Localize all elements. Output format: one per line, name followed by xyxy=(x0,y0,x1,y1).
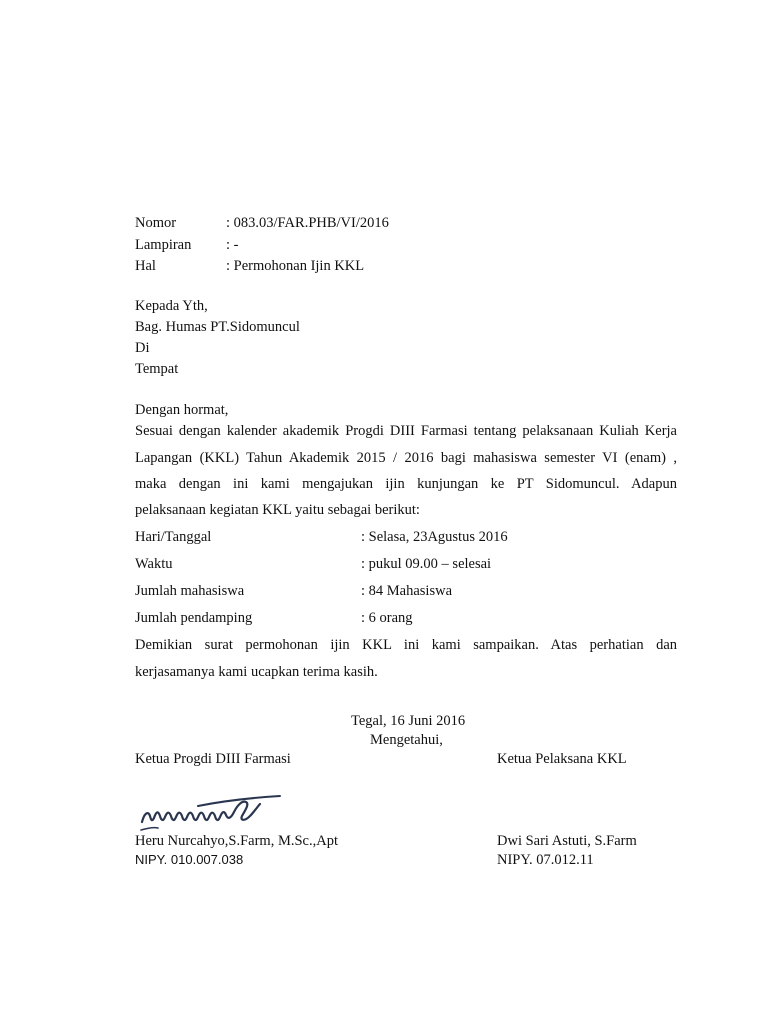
detail-label: Hari/Tanggal xyxy=(135,529,212,545)
left-signatory-id: NIPY. 010.007.038 xyxy=(135,852,244,867)
detail-label: Waktu xyxy=(135,556,173,572)
recipient-line: Bag. Humas PT.Sidomuncul xyxy=(135,319,300,335)
detail-value: : Selasa, 23Agustus 2016 xyxy=(361,529,508,545)
acknowledged-label: Mengetahui, xyxy=(370,732,443,748)
right-signatory-id: NIPY. 07.012.11 xyxy=(497,852,594,868)
greeting: Dengan hormat, xyxy=(135,402,229,418)
recipient-line: Kepada Yth, xyxy=(135,298,208,314)
hal-value: : Permohonan Ijin KKL xyxy=(226,258,365,274)
recipient-line: Di xyxy=(135,340,150,356)
detail-value: : 84 Mahasiswa xyxy=(361,583,453,599)
signature-icon xyxy=(138,792,288,839)
body-line: Lapangan (KKL) Tahun Akademik 2015 / 2016 bagi mahasiswa semester VI (enam) , xyxy=(135,450,677,466)
detail-label: Jumlah mahasiswa xyxy=(135,583,245,599)
closing-line: Demikian surat permohonan ijin KKL ini kami sampaikan. Atas perhatian dan xyxy=(135,637,677,653)
detail-value: : 6 orang xyxy=(361,610,413,626)
detail-label: Jumlah pendamping xyxy=(135,610,253,626)
body-line: Sesuai dengan kalender akademik Progdi DIII Farmasi tentang pelaksanaan Kuliah Kerja xyxy=(135,423,677,439)
body-line: pelaksanaan kegiatan KKL yaitu sebagai berikut: xyxy=(135,502,420,518)
closing-line: kerjasamanya kami ucapkan terima kasih. xyxy=(135,664,378,680)
lampiran-label: Lampiran xyxy=(135,237,192,253)
right-signatory-name: Dwi Sari Astuti, S.Farm xyxy=(497,833,637,849)
body-line: maka dengan ini kami mengajukan ijin kunjungan ke PT Sidomuncul. Adapun xyxy=(135,476,677,492)
right-signatory-title: Ketua Pelaksana KKL xyxy=(497,751,627,767)
hal-label: Hal xyxy=(135,258,156,274)
recipient-line: Tempat xyxy=(135,361,179,377)
left-signatory-name: Heru Nurcahyo,S.Farm, M.Sc.,Apt xyxy=(135,833,338,849)
nomor-value: : 083.03/FAR.PHB/VI/2016 xyxy=(226,215,389,231)
left-signatory-title: Ketua Progdi DIII Farmasi xyxy=(135,751,291,767)
detail-value: : pukul 09.00 – selesai xyxy=(361,556,492,572)
lampiran-value: : - xyxy=(226,237,239,253)
nomor-label: Nomor xyxy=(135,215,177,231)
place-date: Tegal, 16 Juni 2016 xyxy=(351,713,466,729)
